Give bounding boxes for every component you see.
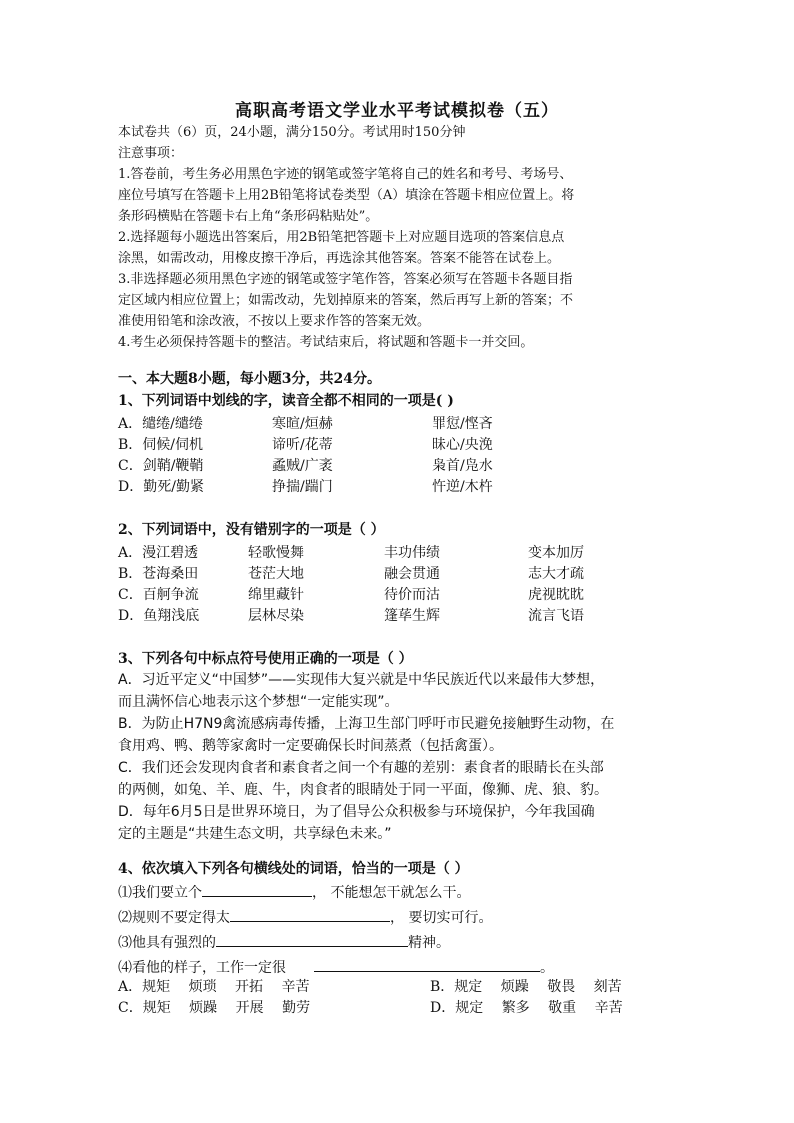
instruction-line: 注意事项： (118, 146, 184, 161)
q1-option-c: C．剑鞘/鞭鞘 蟊贼/广袤 枭首/凫水 (118, 458, 493, 474)
q2-option-c: C．百舸争流 绵里藏针 待价而沽 虎视眈眈 (118, 587, 584, 603)
answer-blank (230, 907, 390, 922)
page-title: 高职高考语文学业水平考试模拟卷（五） (235, 101, 559, 121)
question-3-stem: 3、下列各句中标点符号使用正确的一项是（ ） (118, 651, 413, 667)
q4-sentence-4: ⑷看他的样子，工作一定很 。 (118, 957, 554, 979)
question-4-stem: 4、依次填入下列各句横线处的词语，恰当的一项是（ ） (118, 861, 469, 877)
q1-option-d: D．勤死/勤紧 挣揣/踹门 忤逆/木杵 (118, 479, 493, 495)
q4-option-c: C．规矩 烦躁 开展 勤劳 (118, 1000, 311, 1016)
q4-option-b: B．规定 烦躁 敬畏 刻苦 (430, 979, 622, 995)
q4-sentence-3: ⑶他具有强烈的 精神。 (118, 932, 450, 954)
q3-line: D．每年6月5日是世界环境日，为了倡导公众积极参与环境保护，今年我国确 (118, 804, 595, 820)
instruction-line: 定区域内相应位置上；如需改动，先划掉原来的答案，然后再写上新的答案；不 (118, 293, 574, 308)
instruction-line: 2.选择题每小题选出答案后，用2B铅笔把答题卡上对应题目选项的答案信息点 (118, 230, 565, 245)
instructions (118, 122, 688, 353)
answer-blank (216, 932, 408, 947)
instruction-line: 条形码横贴在答题卡右上角“条形码粘贴处”。 (118, 209, 379, 224)
q3-line: C．我们还会发现肉食者和素食者之间一个有趣的差别：素食者的眼睛长在头部 (118, 760, 604, 776)
instruction-line: 涂黑，如需改动，用橡皮擦干净后，再选涂其他答案。答案不能答在试卷上。 (118, 251, 561, 266)
q3-line: 食用鸡、鸭、鹅等家禽时一定要确保长时间蒸煮（包括禽蛋）。 (118, 738, 503, 754)
answer-blank (202, 882, 312, 897)
q2-option-d: D．鱼翔浅底 层林尽染 篷荜生辉 流言飞语 (118, 608, 584, 624)
q3-options (118, 669, 678, 845)
instruction-line: 1.答卷前，考生务必用黑色字迹的钢笔或签字笔将自己的姓名和考号、考场号、 (118, 167, 573, 182)
q4-sentence-1: ⑴我们要立个 ， 不能想怎干就怎么干。 (118, 882, 470, 904)
section-heading: 一、本大题8小题，每小题3分，共24分。 (118, 371, 381, 387)
q3-line: B．为防止H7N9禽流感病毒传播，上海卫生部门呼吁市民避免接触野生动物，在 (118, 716, 615, 732)
q4-sentence-2: ⑵规则不要定得太 ， 要切实可行。 (118, 907, 492, 929)
instruction-line: 3.非选择题必须用黑色字迹的钢笔或签字笔作答，答案必须写在答题卡各题目指 (118, 272, 573, 287)
instruction-line: 座位号填写在答题卡上用2B铅笔将试卷类型（A）填涂在答题卡相应位置上。将 (118, 188, 575, 203)
q3-line: 而且满怀信心地表示这个梦想“一定能实现”。 (118, 694, 399, 710)
q2-option-b: B．苍海桑田 苍茫大地 融会贯通 志大才疏 (118, 566, 584, 582)
answer-blank (314, 957, 540, 972)
q4-option-a: A．规矩 烦琐 开拓 辛苦 (118, 979, 310, 995)
instruction-line: 本试卷共（6）页，24小题，满分150分。考试用时150分钟 (118, 125, 466, 140)
instruction-line: 准使用铅笔和涂改液，不按以上要求作答的答案无效。 (118, 314, 431, 329)
question-1-stem: 1、下列词语中划线的字，读音全都不相同的一项是( ) (118, 393, 454, 409)
q3-line: 的两侧，如兔、羊、鹿、牛，肉食者的眼睛处于同一平面，像狮、虎、狼、豹。 (118, 782, 608, 798)
instruction-line: 4.考生必须保持答题卡的整洁。考试结束后，将试题和答题卡一并交回。 (118, 335, 534, 350)
q1-option-a: A．缱绻/缱绻 寒暄/烜赫 罪愆/悭吝 (118, 416, 493, 432)
q2-option-a: A．漫江碧透 轻歌慢舞 丰功伟绩 变本加厉 (118, 545, 584, 561)
question-2-stem: 2、下列词语中，没有错别字的一项是（ ） (118, 522, 385, 538)
q4-option-d: D．规定 繁多 敬重 辛苦 (430, 1000, 623, 1016)
q3-line: 定的主题是“共建生态文明，共享绿色未来。” (118, 826, 392, 842)
q1-option-b: B．伺候/伺机 谛听/花蒂 昧心/央浼 (118, 437, 493, 453)
q3-line: A．习近平定义“中国梦”——实现伟大复兴就是中华民族近代以来最伟大梦想， (118, 672, 605, 688)
